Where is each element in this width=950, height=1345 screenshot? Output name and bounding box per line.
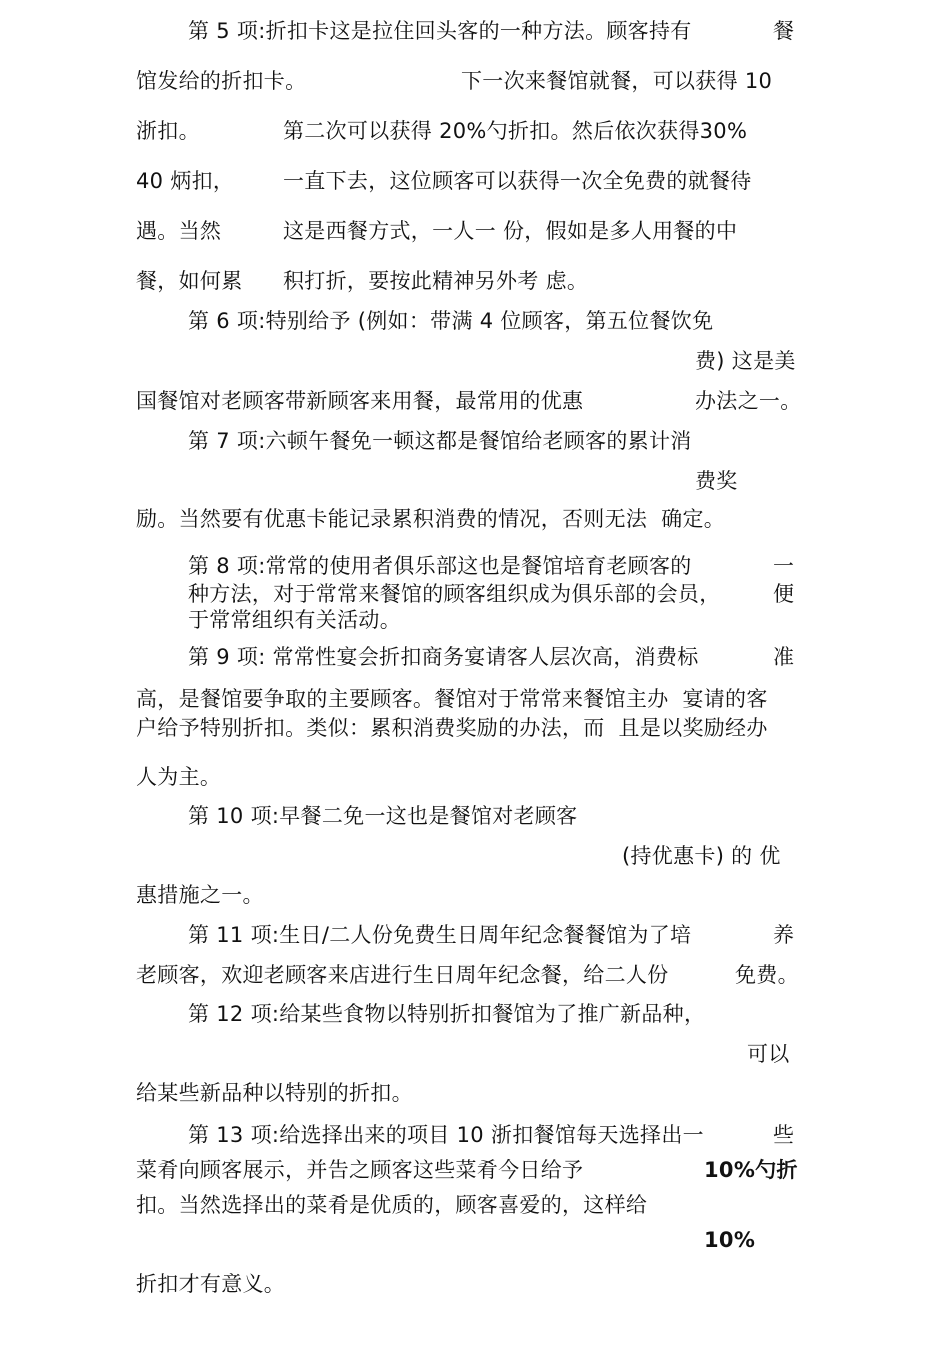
text-line: 些: [773, 1123, 795, 1147]
text-line: 10%勺折: [704, 1158, 798, 1182]
text-line: 给某些新品种以特别的折扣。: [136, 1081, 413, 1105]
text-line-item7: 第 7 项:六顿午餐免一顿这都是餐馆给老顾客的累计消: [188, 429, 692, 453]
text-line: 费奖: [695, 469, 738, 493]
text-line-item5-start: 第 5 项:折扣卡这是拉住回头客的一种方法。顾客持有: [188, 19, 692, 43]
text-line: 惠措施之一。: [136, 883, 264, 907]
text-line: 折扣才有意义。: [136, 1272, 286, 1296]
text-line: 积打折，要按此精神另外考 虑。: [283, 269, 589, 293]
text-line: 可以: [747, 1042, 790, 1066]
text-line-item8: 第 8 项:常常的使用者俱乐部这也是餐馆培育老顾客的: [188, 554, 692, 578]
text-line-item6: 第 6 项:特别给予 (例如：带满 4 位顾客，第五位餐饮免: [188, 309, 714, 333]
text-line: 人为主。: [136, 765, 222, 789]
text-line: (持优惠卡) 的 优: [622, 844, 781, 868]
text-line: 养: [773, 923, 795, 947]
text-line: 第二次可以获得 20%勺折扣。然后依次获得30%: [283, 119, 748, 143]
text-line: 办法之一。: [695, 389, 802, 413]
text-line: 一直下去，这位顾客可以获得一次全免费的就餐待: [283, 169, 752, 193]
text-line: 10%: [704, 1228, 756, 1252]
text-line: 种方法，对于常常来餐馆的顾客组织成为俱乐部的会员，: [188, 582, 721, 606]
text-line: 下一次来餐馆就餐，可以获得 10: [461, 69, 773, 93]
text-line: 浙扣。: [136, 119, 200, 143]
text-line: 40 炳扣，: [136, 169, 235, 193]
text-line-item13: 第 13 项:给选择出来的项目 10 浙扣餐馆每天选择出一: [188, 1123, 704, 1147]
text-line-item12: 第 12 项:给某些食物以特别折扣餐馆为了推广新品种，: [188, 1002, 706, 1026]
text-line: 菜肴向顾客展示，并告之顾客这些菜肴今日给予: [136, 1158, 584, 1182]
text-line-item9: 第 9 项: 常常性宴会折扣商务宴请客人层次高，消费标: [188, 645, 699, 669]
text-line: 高，是餐馆要争取的主要顾客。餐馆对于常常来餐馆主办 宴请的客: [136, 687, 768, 711]
text-line: 便: [773, 582, 795, 606]
text-line-item11: 第 11 项:生日/二人份免费生日周年纪念餐餐馆为了培: [188, 923, 692, 947]
text-line: 励。当然要有优惠卡能记录累积消费的情况，否则无法 确定。: [136, 507, 726, 531]
text-line: 国餐馆对老顾客带新顾客来用餐，最常用的优惠: [136, 389, 584, 413]
text-line-item10: 第 10 项:早餐二免一这也是餐馆对老顾客: [188, 804, 578, 828]
text-line: 这是西餐方式，一人一 份，假如是多人用餐的中: [283, 219, 738, 243]
text-line: 遇。当然: [136, 219, 222, 243]
text-line: 费) 这是美: [695, 349, 796, 373]
text-line: 馆发给的折扣卡。: [136, 69, 307, 93]
text-line: 准: [773, 645, 795, 669]
text-line-item5-tail: 餐: [773, 19, 795, 43]
text-line: 老顾客，欢迎老顾客来店进行生日周年纪念餐，给二人份: [136, 963, 669, 987]
text-line: 一: [773, 554, 795, 578]
text-line: 餐，如何累: [136, 269, 243, 293]
text-line: 于常常组织有关活动。: [188, 608, 401, 632]
text-line: 免费。: [735, 963, 799, 987]
text-line: 扣。当然选择出的菜肴是优质的，顾客喜爱的，这样给: [136, 1193, 648, 1217]
text-line: 户给予特别折扣。类似：累积消费奖励的办法，而 且是以奖励经办: [136, 716, 768, 740]
